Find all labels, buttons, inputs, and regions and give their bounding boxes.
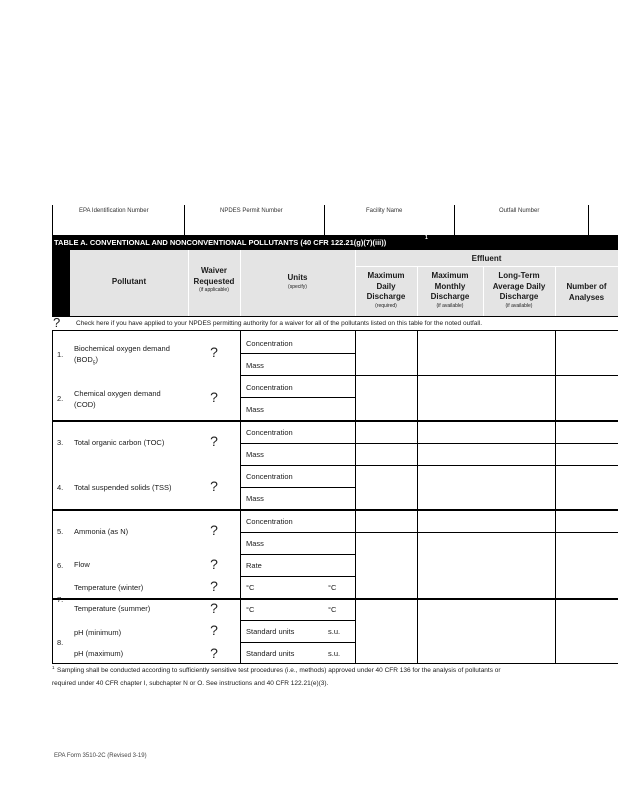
waiver-checkbox[interactable]: ? [210,600,218,616]
pollutant-name: Flow [74,560,90,569]
waiver-checkbox[interactable]: ? [210,622,218,638]
waiver-checkbox[interactable]: ? [210,478,218,494]
waiver-checkbox[interactable]: ? [210,433,218,449]
number-of-analyses-header: Number of Analyses [566,282,607,302]
waiver-checkbox[interactable]: ? [210,556,218,572]
identification-header [52,205,618,235]
outfall-number-field[interactable]: Outfall Number [499,208,540,214]
waiver-all-text: Check here if you have applied to your NPDES permitting authority for a waiver for all of the pollutants listed on this table for the noted outfall. [76,320,483,327]
npdes-permit-field[interactable]: NPDES Permit Number [220,208,283,214]
long-term-avg-header: Long-Term Average Daily Discharge (if available) [492,271,546,309]
pollutant-name: Total organic carbon (TOC) [74,438,165,447]
table-title: TABLE A. CONVENTIONAL AND NONCONVENTIONAL POLLUTANTS (40 CFR 122.21(g)(7)(iii)) 1 [52,235,618,250]
pollutant-name: Biochemical oxygen demand $(BOD_5)$ [74,344,170,367]
waiver-all-checkbox[interactable]: ? [53,315,61,330]
pollutant-name: Ammonia (as N) [74,527,129,536]
left-black-bar [52,250,70,316]
units-header: Units (specify) [287,273,308,290]
waiver-checkbox[interactable]: ? [210,645,218,661]
waiver-checkbox[interactable]: ? [210,522,218,538]
facility-name-field[interactable]: Facility Name [366,208,403,214]
max-daily-header: Maximum Daily Discharge (required) [366,271,406,309]
waiver-checkbox[interactable]: ? [210,578,218,594]
max-monthly-header: Maximum Monthly Discharge (if available) [430,271,470,309]
pollutant-name: pH (maximum) [74,649,124,658]
waiver-header: Waiver Requested (if applicable) [193,266,235,293]
pollutant-name: Temperature (winter) [74,583,144,592]
effluent-header: Effluent [471,254,502,263]
pollutant-name: Chemical oxygen demand (COD) [74,389,161,409]
pollutant-name: pH (minimum) [74,628,122,637]
waiver-checkbox[interactable]: ? [210,389,218,405]
epa-id-field[interactable]: EPA Identification Number [79,208,149,214]
pollutant-header: Pollutant [111,277,147,286]
form-id: EPA Form 3510-2C (Revised 3-19) [54,753,147,759]
waiver-checkbox[interactable]: ? [210,344,218,360]
pollutant-name: Total suspended solids (TSS) [74,483,172,492]
pollutant-name: Temperature (summer) [74,604,151,613]
